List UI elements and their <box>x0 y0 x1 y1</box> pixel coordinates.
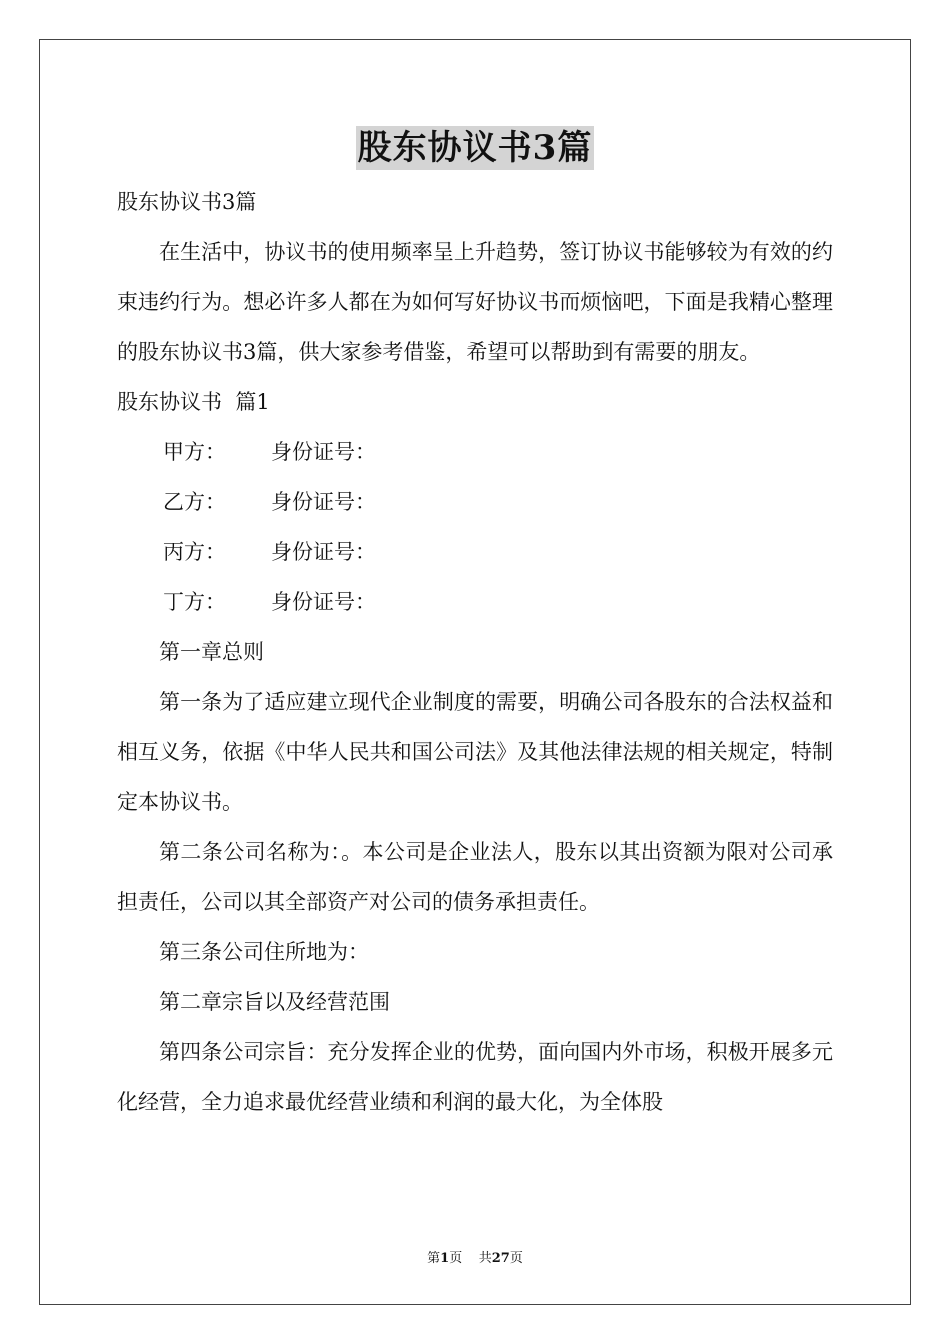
party-id-label: 身份证号： <box>271 540 376 564</box>
page-suffix: 页 <box>449 1251 463 1266</box>
page-number: 1 <box>440 1251 450 1266</box>
article-4: 第四条公司宗旨：充分发挥企业的优势，面向国内外市场，积极开展多元化经营，全力追求最优经营业绩和利润的最大化，为全体股 <box>117 1040 833 1114</box>
document-body <box>117 177 833 1127</box>
party-name: 乙方： <box>163 490 226 514</box>
chapter-1-heading: 第一章总则 <box>159 640 264 664</box>
party-row-c <box>117 527 833 577</box>
party-row-a <box>117 427 833 477</box>
party-name: 丁方： <box>163 590 226 614</box>
party-row-b <box>117 477 833 527</box>
party-name: 甲方： <box>163 440 226 464</box>
party-row-d <box>117 577 833 627</box>
subtitle: 股东协议书3篇 <box>117 190 257 214</box>
party-id-label: 身份证号： <box>271 490 376 514</box>
total-pages: 27 <box>491 1251 510 1266</box>
article-2: 第二条公司名称为：。本公司是企业法人，股东以其出资额为限对公司承担责任，公司以其全部资产对公司的债务承担责任。 <box>117 840 833 914</box>
chapter-2-heading: 第二章宗旨以及经营范围 <box>159 990 390 1014</box>
party-id-label: 身份证号： <box>271 590 376 614</box>
document-title: 股东协议书3篇 <box>357 128 593 168</box>
page-prefix: 第 <box>427 1251 441 1266</box>
total-suffix: 页 <box>509 1251 523 1266</box>
total-prefix: 共 <box>478 1251 492 1266</box>
section-heading: 股东协议书 篇1 <box>117 390 270 414</box>
party-name: 丙方： <box>163 540 226 564</box>
page-footer <box>0 1247 950 1266</box>
title-container <box>0 126 950 170</box>
article-1: 第一条为了适应建立现代企业制度的需要，明确公司各股东的合法权益和相互义务，依据《中华人民共和国公司法》及其他法律法规的相关规定，特制定本协议书。 <box>117 690 833 814</box>
party-id-label: 身份证号： <box>271 440 376 464</box>
intro-paragraph: 在生活中，协议书的使用频率呈上升趋势，签订协议书能够较为有效的约束违约行为。想必许多人都在为如何写好协议书而烦恼吧，下面是我精心整理的股东协议书3篇，供大家参考借鉴，希望可以帮助到有需要的朋友。 <box>117 240 833 364</box>
article-3: 第三条公司住所地为： <box>159 940 369 964</box>
